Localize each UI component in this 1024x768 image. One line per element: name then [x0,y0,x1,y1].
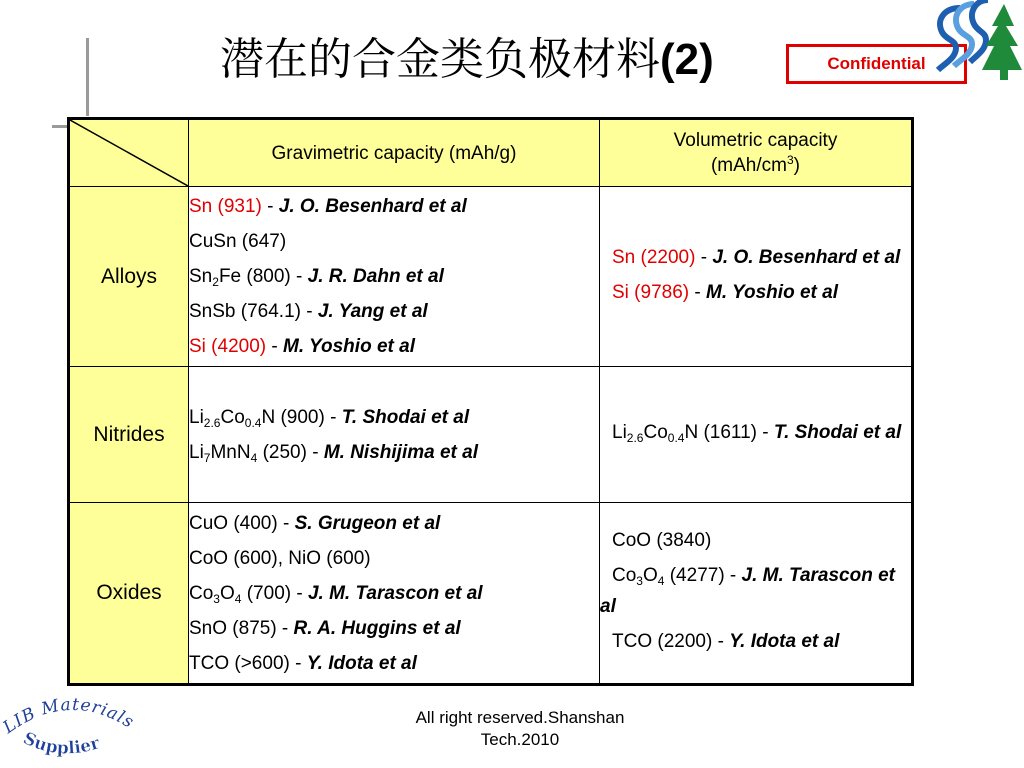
entry-subscript: 0.4 [667,431,685,445]
gravimetric-header: Gravimetric capacity (mAh/g) [189,119,600,187]
entry-value: N (900) - [261,406,342,428]
row-label-oxides: Oxides [69,503,189,685]
entry-reference: Y. Idota et al [306,652,417,674]
entry-reference: M. Yoshio et al [706,281,838,303]
entry-value: SnSb (764.1) - [189,301,318,322]
lib-materials-supplier-badge-icon [0,690,140,768]
table-header-row [69,119,913,187]
volumetric-header-unit-sup: 3 [786,153,794,167]
entry-value: Co [220,406,245,428]
alloys-vol-entry [600,277,911,308]
alloys-volumetric-cell [600,187,913,367]
entry-value: Sn (931) [189,196,262,217]
alloys-grav-entry [189,224,599,259]
row-label-nitrides: Nitrides [69,367,189,503]
entry-reference: R. A. Huggins et al [293,617,461,639]
entry-reference: S. Grugeon et al [294,512,441,534]
entry-value: O [219,582,235,604]
volumetric-header-line1: Volumetric capacity [673,130,838,151]
entry-value: MnN [210,441,251,463]
svg-text:Supplier [20,729,103,759]
entry-subscript: 7 [203,450,211,465]
entry-reference: J. Yang et al [317,301,428,322]
entry-sep: - [266,336,283,357]
entry-value: TCO (2200) - [612,631,730,652]
entry-value: Sn [189,266,213,287]
svg-text:LIB Materials [0,695,138,739]
entry-value: Co [643,422,668,443]
entry-sep: - [261,196,279,217]
nitrides-vol-entry [600,417,911,448]
entry-value: Li [189,441,204,463]
entry-value: Li [189,406,204,428]
entry-subscript: 4 [234,591,242,606]
entry-value: Co [189,582,214,604]
badge-line1: LIB Materials [0,694,138,738]
footer-line2: Tech.2010 [480,730,560,749]
nitrides-gravimetric-cell [189,367,600,503]
footer-copyright [380,707,660,751]
entry-subscript: 4 [657,574,665,588]
entry-value: CoO (3840) [612,530,712,551]
entry-subscript: 4 [250,450,258,465]
anode-materials-table [67,117,914,686]
entry-subscript: 2.6 [626,431,644,445]
corner-cell [69,119,189,187]
slide-title [220,30,714,90]
oxides-grav-entry [189,541,599,576]
oxides-grav-entry [189,646,599,681]
row-label-alloys: Alloys [69,187,189,367]
table-row-alloys [69,187,913,367]
entry-reference: M. Nishijima et al [323,441,478,463]
badge-line2: Supplier [19,728,103,759]
oxides-vol-entry [600,560,911,622]
entry-value: SnO (875) - [189,617,294,639]
entry-sep: - [695,246,713,268]
entry-value: (250) - [257,441,324,463]
entry-subscript: 3 [636,574,643,588]
alloys-grav-entry [189,294,599,329]
alloys-grav-entry [189,329,599,364]
entry-value: Co [612,565,637,586]
alloys-grav-entry [189,259,599,294]
entry-reference: T. Shodai et al [773,422,902,443]
entry-value: Si (4200) [189,336,267,357]
oxides-gravimetric-cell [189,503,600,685]
entry-value: (700) - [241,582,308,604]
footer-line1: All right reserved.Shanshan [415,708,625,727]
entry-subscript: 2 [212,275,219,289]
entry-value: (4277) - [664,565,742,586]
company-logo-icon [930,0,1024,84]
decorative-vertical-line [86,38,89,116]
entry-value: CoO (600), NiO (600) [189,547,371,569]
oxides-volumetric-cell [600,503,913,685]
entry-value: CuO (400) - [189,512,295,534]
corner-diagonal [70,120,188,186]
entry-reference: J. M. Tarascon et al [307,582,483,604]
entry-value: N (1611) - [684,422,774,443]
entry-reference: M. Yoshio et al [283,336,415,357]
confidential-stamp: Confidential [786,44,967,84]
entry-value: CuSn (647) [189,231,287,252]
nitrides-grav-entry [189,400,599,435]
entry-value: Sn (2200) [612,246,696,268]
alloys-grav-entry [189,189,599,224]
slide-title-suffix: (2) [660,35,714,84]
volumetric-header-unit-post: ) [793,155,800,176]
entry-reference: J. O. Besenhard et al [712,246,901,268]
entry-value: TCO (>600) - [189,652,307,674]
entry-reference: Y. Idota et al [729,631,840,652]
entry-sep: - [689,281,706,303]
entry-reference: J. R. Dahn et al [307,266,444,287]
nitrides-volumetric-cell [600,367,913,503]
alloys-gravimetric-cell [189,187,600,367]
volumetric-header [600,119,913,187]
entry-subscript: 0.4 [244,415,262,430]
oxides-vol-entry [600,626,911,657]
oxides-grav-entry [189,611,599,646]
volumetric-header-unit-pre: (mAh/cm [710,155,787,176]
table-row-oxides [69,503,913,685]
entry-value: Li [612,422,627,443]
oxides-grav-entry [189,576,599,611]
entry-reference: J. M. Tarascon et al [600,565,896,617]
entry-value: Fe (800) - [218,266,308,287]
oxides-grav-entry [189,506,599,541]
table-row-nitrides [69,367,913,503]
entry-reference: T. Shodai et al [341,406,470,428]
alloys-vol-entry [600,242,911,273]
oxides-vol-entry [600,525,911,556]
entry-value: Si (9786) [612,281,690,303]
entry-value: O [642,565,658,586]
entry-subscript: 3 [213,591,220,606]
entry-subscript: 2.6 [203,415,221,430]
nitrides-grav-entry [189,435,599,470]
entry-reference: J. O. Besenhard et al [278,196,467,217]
slide-title-main: 潜在的合金类负极材料 [220,34,660,85]
